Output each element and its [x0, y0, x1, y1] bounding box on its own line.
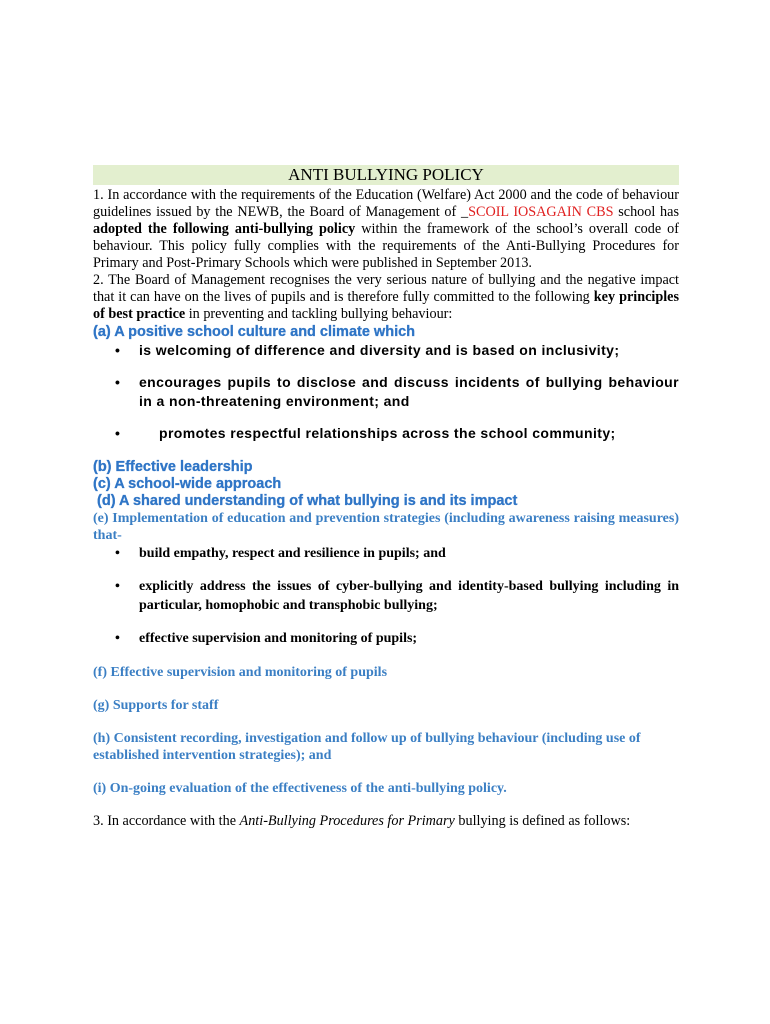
para2-text-b: in preventing and tackling bullying behaviour:: [185, 306, 453, 322]
principle-g-heading: (g) Supports for staff: [93, 698, 219, 713]
list-item-text: encourages pupils to disclose and discuss incidents of bullying behaviour in a non-threatening environment; and: [139, 374, 679, 409]
list-item-text: build empathy, respect and resilience in pupils; and: [139, 546, 446, 561]
para1-text-b: school has: [613, 204, 679, 220]
principle-a-heading: (a) A positive school culture and climate which: [93, 324, 416, 340]
list-item-text: explicitly address the issues of cyber-bullying and identity-based bullying including in particular, homophobic and transphobic bullying;: [139, 579, 679, 613]
list-item: [93, 424, 679, 443]
principle-i-heading: (i) On-going evaluation of the effectiveness of the anti-bullying policy.: [93, 781, 507, 796]
policy-title: ANTI BULLYING POLICY: [93, 165, 679, 185]
principle-e-list: [93, 544, 679, 648]
list-item: [93, 629, 679, 648]
principle-f-heading: (f) Effective supervision and monitoring of pupils: [93, 665, 388, 680]
para2-bold: key principles of best practice: [93, 289, 679, 322]
para3-text-b: bullying is defined as follows:: [454, 813, 631, 829]
bullet-icon: •: [115, 631, 120, 646]
principle-e-heading: (e) Implementation of education and prevention strategies (including awareness raising measures) that-: [93, 511, 679, 543]
bullet-icon: •: [115, 546, 120, 561]
para1-bold: adopted the following anti-bullying policy: [93, 221, 356, 237]
para1-text-c: within the framework of the school’s overall code of behaviour. This policy fully complies with the requirements of the Anti-Bullying Procedures for Primary and Post-Primary Schools which were published in September 2013.: [93, 221, 679, 271]
list-item-text: promotes respectful relationships across the school community;: [159, 425, 616, 441]
para2-text-a: 2. The Board of Management recognises the very serious nature of bullying and the negative impact that it can have on the lives of pupils and is therefore fully committed to the following: [93, 272, 679, 305]
bullet-icon: •: [115, 342, 121, 358]
document-page: [93, 165, 679, 830]
bullet-icon: •: [115, 579, 120, 594]
list-item: [93, 544, 679, 563]
bullet-icon: •: [115, 374, 121, 390]
list-item-text: effective supervision and monitoring of pupils;: [139, 631, 418, 646]
para1-text-a: 1. In accordance with the requirements of the Education (Welfare) Act 2000 and the code of behaviour guidelines issued by the NEWB, the Board of Management of _: [93, 187, 679, 220]
list-item: [93, 341, 679, 360]
bullet-icon: •: [115, 425, 121, 441]
list-item: [93, 373, 679, 411]
principle-h-heading: (h) Consistent recording, investigation and follow up of bullying behaviour (including use of established intervention strategies); and: [93, 731, 641, 763]
list-item-text: is welcoming of difference and diversity and is based on inclusivity;: [139, 342, 620, 358]
paragraph-3: [93, 813, 679, 830]
school-name: SCOIL IOSAGAIN CBS: [468, 204, 614, 220]
principle-d-heading: (d) A shared understanding of what bullying is and its impact: [93, 493, 518, 509]
paragraph-2: [93, 272, 679, 323]
principle-c-heading: (c) A school-wide approach: [93, 476, 282, 492]
para3-text-a: 3. In accordance with the: [93, 813, 240, 829]
para3-italic: Anti-Bullying Procedures for Primary: [239, 813, 455, 829]
principle-b-heading: (b) Effective leadership: [93, 459, 253, 475]
principle-a-list: [93, 341, 679, 443]
paragraph-1: [93, 187, 679, 272]
list-item: [93, 577, 679, 615]
